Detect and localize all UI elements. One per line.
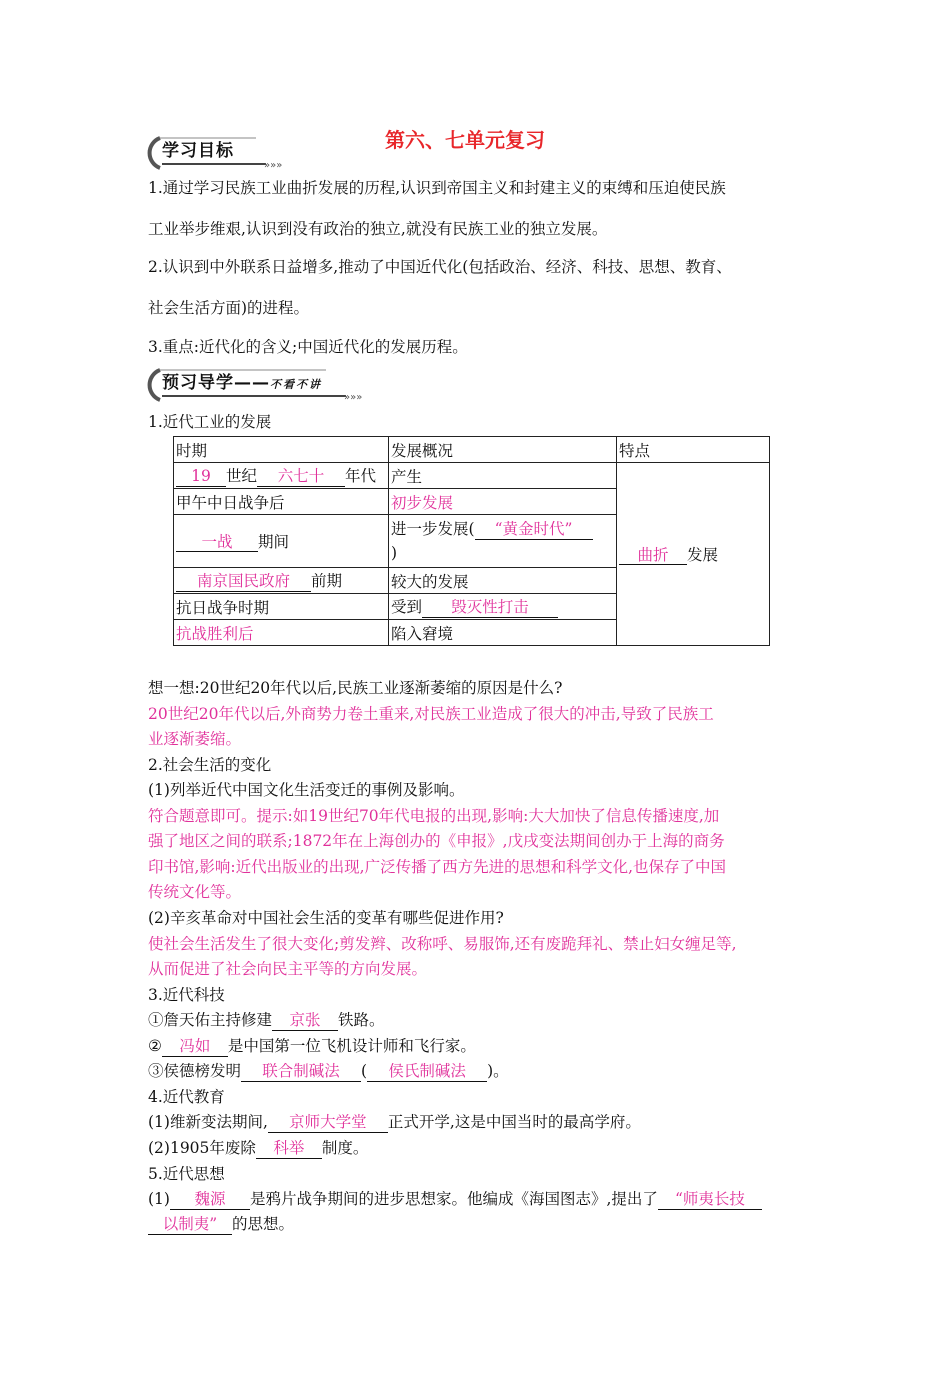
header-development: 发展概况	[389, 437, 617, 463]
row6-development: 陷入窘境	[389, 620, 617, 646]
goals-badge-label: 学习目标	[162, 141, 234, 161]
answer-blank: 联合制碱法	[241, 1063, 361, 1082]
s3-line-2	[148, 1034, 476, 1059]
row2-development: 初步发展	[389, 489, 617, 515]
goal-2b: 社会生活方面)的进程。	[148, 299, 310, 317]
think-question: 想一想:20世纪20年代以后,民族工业逐渐萎缩的原因是什么?	[148, 679, 563, 697]
row5-development	[389, 594, 617, 620]
row5-period: 抗日战争时期	[174, 594, 389, 620]
text: 的思想。	[232, 1215, 295, 1233]
row1-development: 产生	[389, 463, 617, 489]
think-answer-2: 业逐渐萎缩。	[148, 730, 242, 748]
text: (2)1905年废除	[148, 1139, 256, 1157]
svg-text:»»»: »»»	[344, 392, 363, 403]
s2-answer-2-line1: 使社会生活发生了很大变化;剪发辫、改称呼、易服饰,还有废跪拜礼、禁止妇女缠足等,	[148, 935, 737, 953]
section-4-heading: 4.近代教育	[148, 1088, 225, 1106]
text: 世纪	[226, 467, 258, 486]
text: )	[391, 544, 398, 562]
goal-2a: 2.认识到中外联系日益增多,推动了中国近代化(包括政治、经济、科技、思想、教育、	[148, 258, 732, 276]
header-period: 时期	[174, 437, 389, 463]
goal-3: 3.重点:近代化的含义;中国近代化的发展历程。	[148, 338, 468, 356]
s5-line-1-cont	[148, 1212, 294, 1237]
page-title: 第六、七单元复习	[385, 128, 545, 152]
text: (	[361, 1062, 368, 1080]
s2-question-2: (2)辛亥革命对中国社会生活的变革有哪些促进作用?	[148, 909, 504, 927]
section-1-heading: 1.近代工业的发展	[148, 413, 272, 431]
s2-answer-1-line4: 传统文化等。	[148, 883, 242, 901]
answer-blank: 以制夷”	[148, 1216, 232, 1235]
s4-line-2	[148, 1136, 368, 1161]
answer-blank: 侯氏制碱法	[367, 1063, 487, 1082]
s5-line-1	[148, 1187, 762, 1212]
text: 期间	[258, 532, 290, 551]
preview-badge-label: 预习导学——不看不讲	[162, 373, 322, 393]
text: ②	[148, 1037, 162, 1055]
text: 年代	[345, 467, 377, 486]
section-2-heading: 2.社会生活的变化	[148, 756, 272, 774]
row2-period: 甲午中日战争后	[174, 489, 389, 515]
header-feature: 特点	[617, 437, 770, 463]
answer-blank: 六七十	[257, 468, 345, 487]
answer-blank: 科举	[256, 1140, 322, 1159]
row1-period	[174, 463, 389, 489]
feature-cell	[617, 463, 770, 646]
preview-badge	[146, 366, 376, 406]
s2-answer-1-line1: 符合题意即可。提示:如19世纪70年代电报的出现,影响:大大加快了信息传播速度,加	[148, 807, 720, 825]
row4-period	[174, 568, 389, 594]
text: ①詹天佑主持修建	[148, 1011, 273, 1029]
answer-blank: 曲折	[619, 547, 687, 566]
row3-period	[174, 515, 389, 568]
answer-blank: “黄金时代”	[475, 521, 593, 540]
text: 是中国第一位飞机设计师和飞行家。	[227, 1037, 476, 1055]
goals-badge	[146, 134, 296, 174]
s4-line-1	[148, 1110, 641, 1135]
goal-1a: 1.通过学习民族工业曲折发展的历程,认识到帝国主义和封建主义的束缚和压迫使民族	[148, 179, 726, 197]
text: 进一步发展(	[391, 520, 475, 538]
think-answer-1: 20世纪20年代以后,外商势力卷土重来,对民族工业造成了很大的冲击,导致了民族工	[148, 705, 714, 723]
text: 受到	[391, 598, 423, 617]
text: 正式开学,这是中国当时的最高学府。	[387, 1113, 641, 1131]
svg-text:»»»: »»»	[264, 160, 283, 171]
industry-table	[173, 436, 770, 646]
text: 铁路。	[338, 1011, 385, 1029]
s2-answer-2-line2: 从而促进了社会向民主平等的方向发展。	[148, 960, 428, 978]
answer-blank: 京师大学堂	[268, 1114, 388, 1133]
s2-question-1: (1)列举近代中国文化生活变迁的事例及影响。	[148, 781, 465, 799]
s2-answer-1-line2: 强了地区之间的联系;1872年在上海创办的《申报》,戊戌变法期间创办于上海的商务	[148, 832, 725, 850]
answer-blank: 冯如	[162, 1038, 228, 1057]
section-3-heading: 3.近代科技	[148, 986, 225, 1004]
section-5-heading: 5.近代思想	[148, 1165, 225, 1183]
answer-blank: “师夷长技	[658, 1191, 762, 1210]
preview-badge-main: 预习导学	[162, 373, 234, 393]
answer-blank: 19	[176, 468, 226, 487]
text: 发展	[687, 545, 719, 564]
answer-blank: 京张	[272, 1012, 338, 1031]
s2-answer-1-line3: 印书馆,影响:近代出版业的出现,广泛传播了西方先进的思想和科学文化,也保存了中国	[148, 858, 727, 876]
goal-1b: 工业举步维艰,认识到没有政治的独立,就没有民族工业的独立发展。	[148, 220, 608, 238]
s3-line-3	[148, 1059, 509, 1084]
answer-blank: 毁灭性打击	[422, 599, 558, 618]
answer-blank: 魏源	[170, 1191, 250, 1210]
row4-development: 较大的发展	[389, 568, 617, 594]
text: )。	[487, 1062, 509, 1080]
text: 制度。	[321, 1139, 369, 1157]
text: (1)维新变法期间,	[148, 1113, 268, 1131]
text: ③侯德榜发明	[148, 1062, 242, 1080]
preview-badge-sub: 不看不讲	[270, 378, 322, 391]
row3-development	[389, 515, 617, 568]
text: (1)	[148, 1190, 170, 1208]
answer-blank: 一战	[176, 534, 258, 553]
answer-blank: 南京国民政府	[176, 573, 311, 592]
s3-line-1	[148, 1008, 385, 1033]
text: 是鸦片战争期间的进步思想家。他编成《海国图志》,提出了	[249, 1190, 658, 1208]
text: 前期	[311, 572, 343, 591]
row6-period: 抗战胜利后	[174, 620, 389, 646]
